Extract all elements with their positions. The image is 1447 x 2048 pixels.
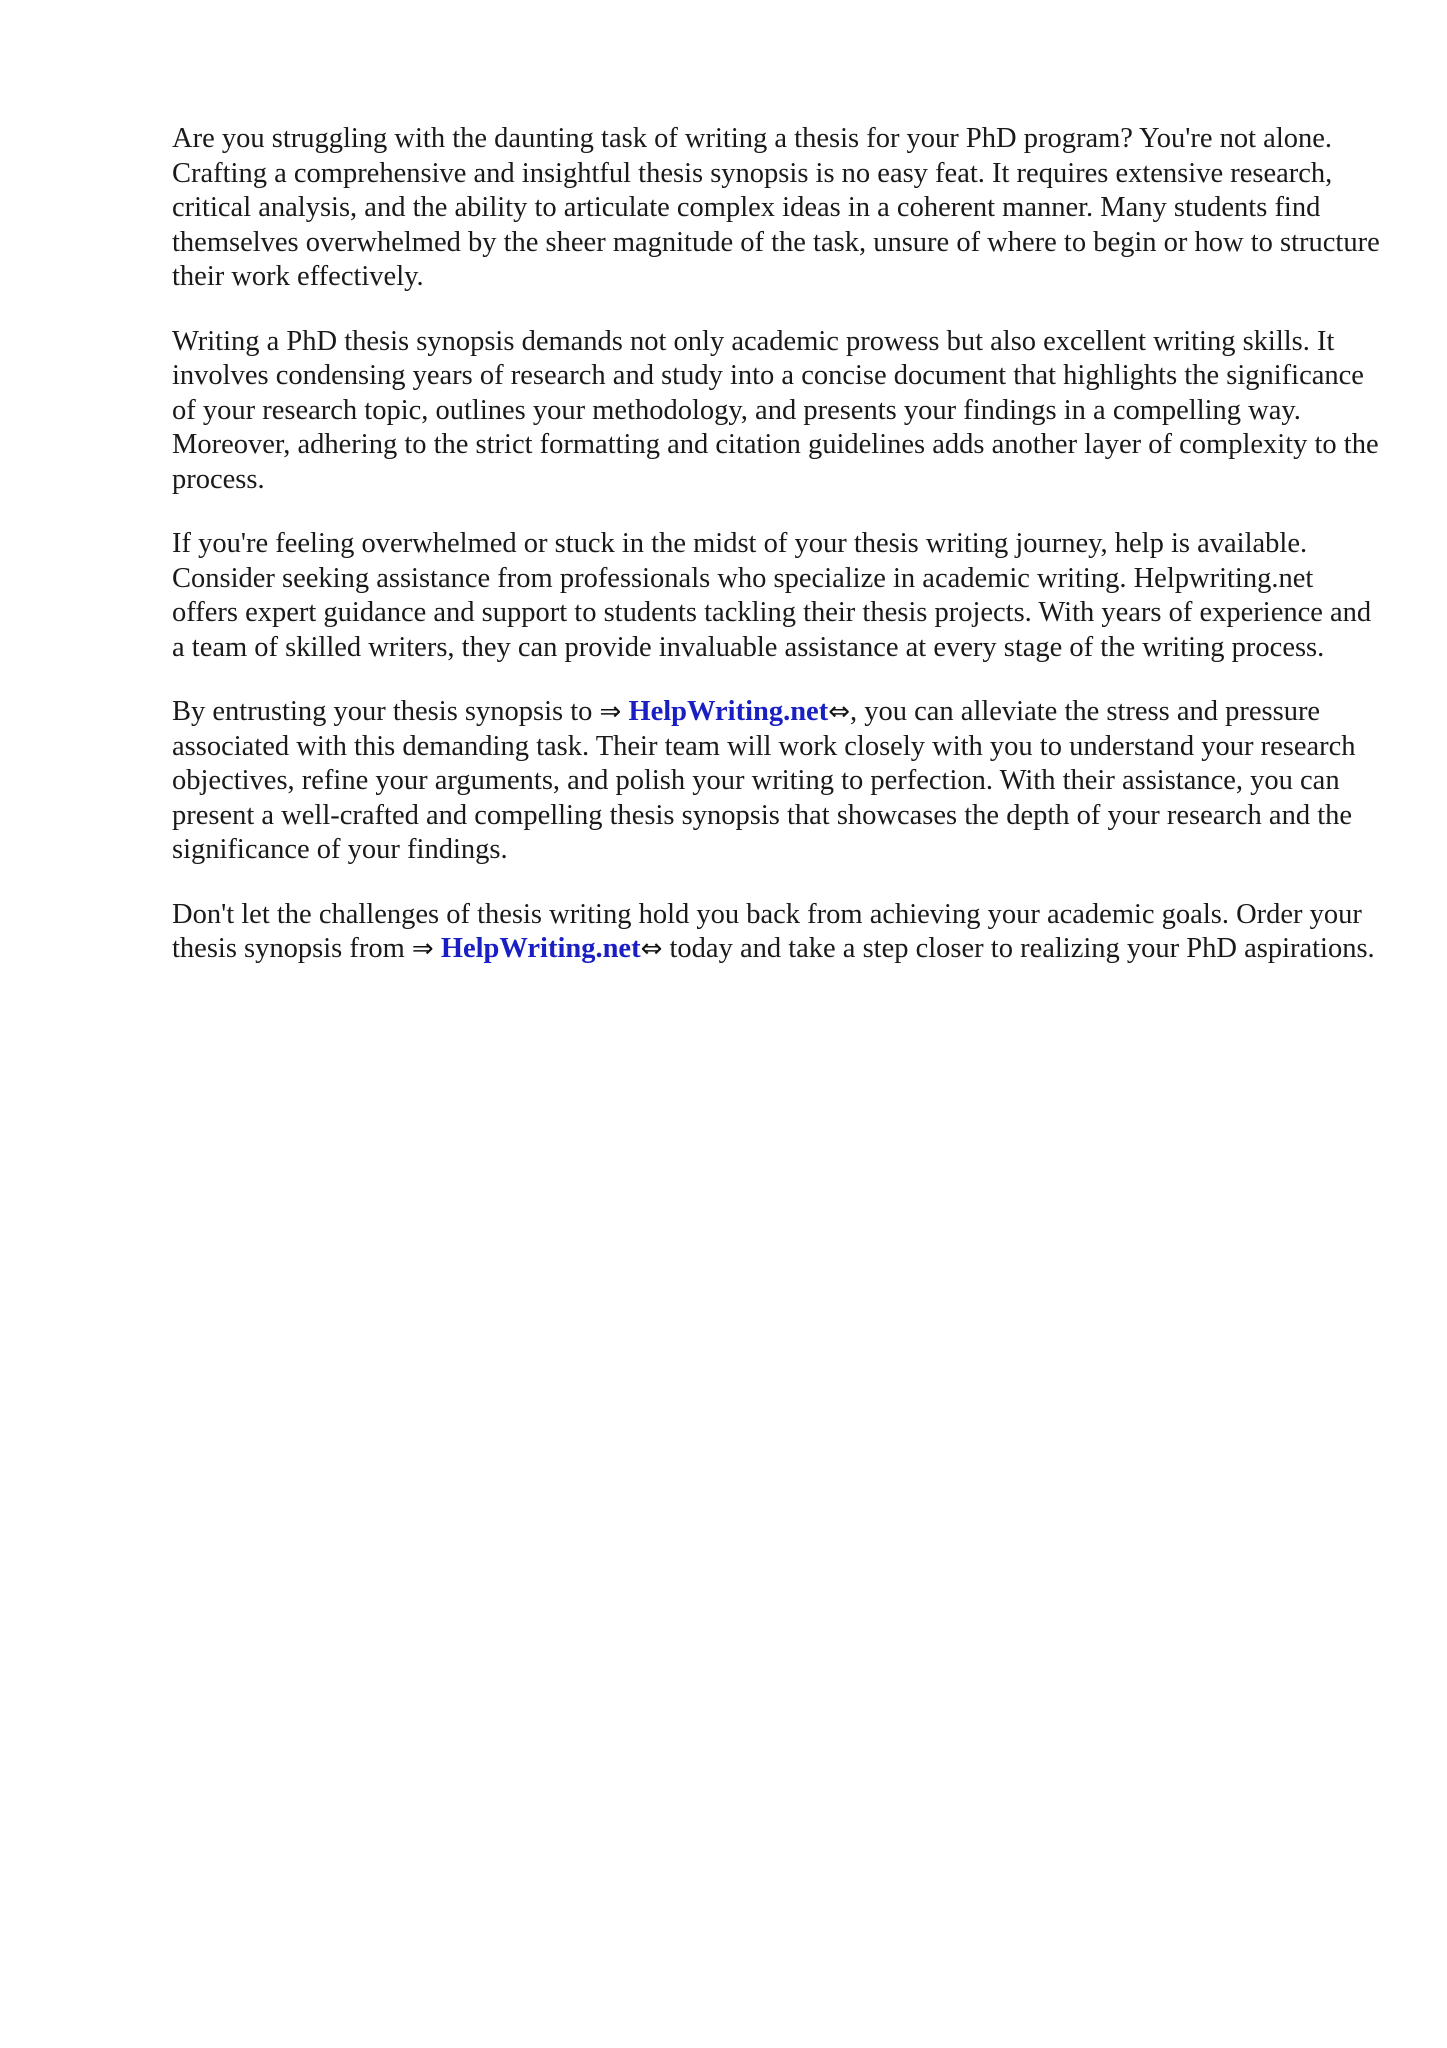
left-right-double-arrow-icon: ⇔	[828, 697, 850, 727]
paragraph-writing-demands: Writing a PhD thesis synopsis demands not only academic prowess but also excellent writing skills. It involves condensing years of research and study into a concise document that highlights the significance of your research topic, outlines your methodology, and presents your findings in a compelling way. Moreover, adhering to the strict formatting and citation guidelines adds another layer of complexity to the process.	[172, 325, 1379, 495]
paragraph-intro: Are you struggling with the daunting task of writing a thesis for your PhD program? You're not alone. Crafting a comprehensive and insightful thesis synopsis is no easy feat. It requires extensive research, critical analysis, and the ability to articulate complex ideas in a coherent manner. Many students find themselves overwhelmed by the sheer magnitude of the task, unsure of where to begin or how to structure their work effectively.	[172, 123, 1380, 292]
right-double-arrow-icon: ⇒	[411, 934, 434, 964]
paragraph-call-to-action	[172, 898, 1382, 967]
paragraph-cta-lead: Don't let the challenges of thesis writing hold you back from achieving your academic goals. Order your thesis synopsis from	[172, 898, 1362, 964]
helpwriting-link[interactable]: HelpWriting.net	[440, 933, 641, 964]
document-body	[172, 122, 1382, 997]
paragraph-help-available: If you're feeling overwhelmed or stuck in the midst of your thesis writing journey, help is available. Consider seeking assistance from professionals who specialize in academic writing. Helpwriting.net offers expert guidance and support to students tackling their thesis projects. With years of experience and a team of skilled writers, they can provide invaluable assistance at every stage of the writing process.	[172, 528, 1372, 663]
helpwriting-link[interactable]: HelpWriting.net	[628, 696, 829, 727]
left-right-double-arrow-icon: ⇔	[640, 934, 663, 964]
paragraph-entrusting	[172, 695, 1382, 868]
paragraph-entrusting-tail: , you can alleviate the stress and pressure associated with this demanding task. Their team will work closely with you to understand your research objectives, refine your arguments, and polish your writing to perfection. With their assistance, you can present a well-crafted and compelling thesis synopsis that showcases the depth of your research and the significance of your findings.	[172, 696, 1356, 865]
right-double-arrow-icon: ⇒	[599, 697, 622, 727]
paragraph-cta-tail: today and take a step closer to realizing your PhD aspirations.	[662, 933, 1375, 964]
paragraph-entrusting-lead: By entrusting your thesis synopsis to	[172, 696, 600, 727]
